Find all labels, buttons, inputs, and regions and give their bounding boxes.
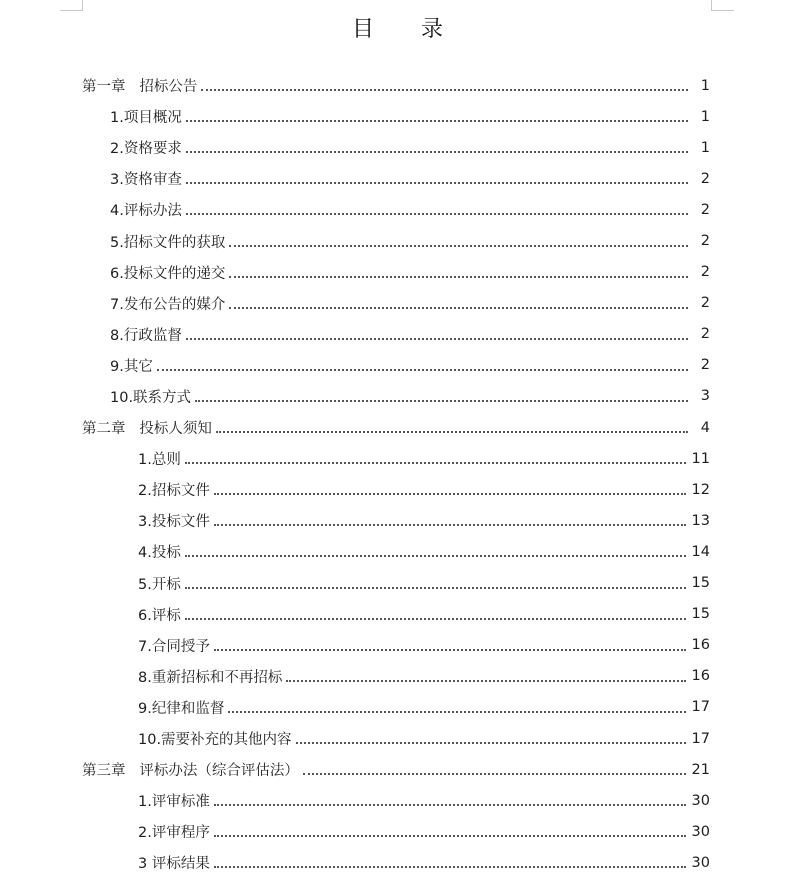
toc-dot-leader bbox=[185, 461, 686, 464]
toc-section-entry[interactable] bbox=[0, 319, 710, 350]
toc-page-number: 2 bbox=[700, 295, 710, 312]
toc-entry-label: 8.重新招标和不再招标 bbox=[138, 669, 283, 686]
toc-dot-leader bbox=[228, 710, 685, 713]
toc-chapter-entry[interactable] bbox=[0, 754, 710, 785]
toc-section-entry[interactable] bbox=[0, 443, 710, 474]
toc-page-number: 13 bbox=[691, 512, 710, 529]
toc-section-entry[interactable] bbox=[0, 381, 710, 412]
toc-section-entry[interactable] bbox=[0, 505, 710, 536]
toc-section-entry[interactable] bbox=[0, 599, 710, 630]
toc-entry-label: 6.投标文件的递交 bbox=[110, 265, 226, 282]
toc-entry-label: 4.评标办法 bbox=[110, 203, 182, 220]
toc-page-number: 16 bbox=[691, 637, 710, 654]
toc-section-entry[interactable] bbox=[0, 350, 710, 381]
toc-section-entry[interactable] bbox=[0, 163, 710, 194]
toc-entry-label: 2.资格要求 bbox=[110, 141, 182, 158]
toc-page-number: 15 bbox=[691, 606, 710, 623]
toc-page-number: 1 bbox=[700, 77, 710, 94]
page-corner-mark-left bbox=[60, 0, 83, 11]
toc-entry-label: 9.其它 bbox=[110, 358, 153, 375]
toc-page-number: 30 bbox=[691, 854, 710, 871]
toc-section-entry[interactable] bbox=[0, 847, 710, 878]
toc-entry-label: 10.需要补充的其他内容 bbox=[138, 732, 292, 749]
toc-section-entry[interactable] bbox=[0, 536, 710, 567]
toc-section-entry[interactable] bbox=[0, 630, 710, 661]
toc-page-number: 2 bbox=[700, 326, 710, 343]
toc-entry-label: 1.总则 bbox=[138, 452, 181, 469]
toc-section-entry[interactable] bbox=[0, 101, 710, 132]
toc-dot-leader bbox=[214, 834, 686, 837]
toc-dot-leader bbox=[195, 399, 688, 402]
toc-entry-label: 8.行政监督 bbox=[110, 327, 182, 344]
toc-page-number: 2 bbox=[700, 201, 710, 218]
toc-dot-leader bbox=[185, 586, 686, 589]
toc-section-entry[interactable] bbox=[0, 568, 710, 599]
toc-entry-label: 第二章 投标人须知 bbox=[82, 421, 212, 438]
toc-page-number: 17 bbox=[691, 699, 710, 716]
toc-dot-leader bbox=[201, 88, 688, 91]
toc-page-number: 11 bbox=[691, 450, 710, 467]
toc-entry-label: 3.资格审查 bbox=[110, 172, 182, 189]
toc-entry-label: 5.开标 bbox=[138, 576, 181, 593]
page-corner-mark-right bbox=[711, 0, 734, 11]
toc-section-entry[interactable] bbox=[0, 194, 710, 225]
toc-dot-leader bbox=[214, 648, 686, 651]
toc-dot-leader bbox=[229, 306, 688, 309]
toc-section-entry[interactable] bbox=[0, 474, 710, 505]
toc-entry-label: 7.合同授予 bbox=[138, 638, 210, 655]
toc-dot-leader bbox=[214, 803, 686, 806]
toc-section-entry[interactable] bbox=[0, 132, 710, 163]
toc-page-number: 30 bbox=[691, 792, 710, 809]
toc-page-number: 3 bbox=[700, 388, 710, 405]
toc-chapter-entry[interactable] bbox=[0, 412, 710, 443]
toc-entry-label: 9.纪律和监督 bbox=[138, 700, 225, 717]
toc-dot-leader bbox=[214, 523, 686, 526]
toc-page-number: 12 bbox=[691, 481, 710, 498]
toc-entry-label: 第一章 招标公告 bbox=[82, 79, 198, 96]
toc-page-number: 21 bbox=[691, 761, 710, 778]
toc-entry-label: 5.招标文件的获取 bbox=[110, 234, 226, 251]
toc-entry-label: 3.投标文件 bbox=[138, 514, 210, 531]
toc-title: 目 录 bbox=[352, 17, 463, 42]
toc-dot-leader bbox=[214, 492, 686, 495]
toc-dot-leader bbox=[185, 617, 686, 620]
toc-dot-leader bbox=[186, 150, 688, 153]
toc-dot-leader bbox=[186, 181, 688, 184]
toc-entry-label: 7.发布公告的媒介 bbox=[110, 296, 226, 313]
toc-entry-label: 1.评审标准 bbox=[138, 794, 210, 811]
toc-dot-leader bbox=[229, 275, 688, 278]
toc-dot-leader bbox=[303, 772, 686, 775]
toc-chapter-entry[interactable] bbox=[0, 70, 710, 101]
toc-dot-leader bbox=[186, 337, 688, 340]
toc-section-entry[interactable] bbox=[0, 816, 710, 847]
toc-entry-label: 第三章 评标办法（综合评估法） bbox=[82, 763, 299, 780]
toc-entry-label: 4.投标 bbox=[138, 545, 181, 562]
toc-page-number: 4 bbox=[700, 419, 710, 436]
toc-page-number: 2 bbox=[700, 264, 710, 281]
toc-section-entry[interactable] bbox=[0, 785, 710, 816]
toc-section-entry[interactable] bbox=[0, 257, 710, 288]
toc-dot-leader bbox=[214, 865, 686, 868]
toc-entry-label: 2.评审程序 bbox=[138, 825, 210, 842]
toc-page-number: 14 bbox=[691, 543, 710, 560]
toc-dot-leader bbox=[186, 212, 688, 215]
toc-dot-leader bbox=[296, 741, 686, 744]
toc-page-number: 1 bbox=[700, 139, 710, 156]
toc-page-number: 1 bbox=[700, 108, 710, 125]
toc-section-entry[interactable] bbox=[0, 723, 710, 754]
toc-section-entry[interactable] bbox=[0, 288, 710, 319]
toc-page-number: 2 bbox=[700, 357, 710, 374]
toc-page-number: 15 bbox=[691, 575, 710, 592]
toc-entry-label: 2.招标文件 bbox=[138, 483, 210, 500]
toc-page-number: 17 bbox=[691, 730, 710, 747]
toc-page-number: 2 bbox=[700, 233, 710, 250]
toc-page-number: 16 bbox=[691, 668, 710, 685]
toc-dot-leader bbox=[185, 554, 686, 557]
toc-section-entry[interactable] bbox=[0, 661, 710, 692]
toc-section-entry[interactable] bbox=[0, 692, 710, 723]
table-of-contents bbox=[0, 70, 795, 878]
toc-section-entry[interactable] bbox=[0, 225, 710, 256]
toc-dot-leader bbox=[286, 679, 685, 682]
toc-page-number: 2 bbox=[700, 170, 710, 187]
toc-dot-leader bbox=[186, 119, 688, 122]
toc-entry-label: 6.评标 bbox=[138, 607, 181, 624]
toc-dot-leader bbox=[216, 430, 688, 433]
toc-page-number: 30 bbox=[691, 823, 710, 840]
toc-entry-label: 3 评标结果 bbox=[138, 856, 210, 873]
toc-entry-label: 10.联系方式 bbox=[110, 389, 192, 406]
toc-dot-leader bbox=[157, 368, 688, 371]
toc-dot-leader bbox=[229, 244, 688, 247]
toc-entry-label: 1.项目概况 bbox=[110, 110, 182, 127]
